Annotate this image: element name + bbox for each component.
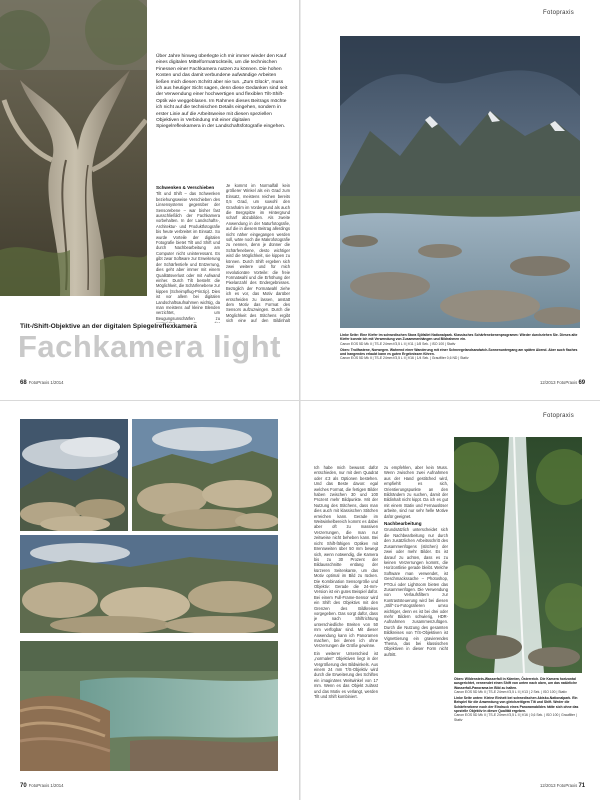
photo-caption: [454, 677, 582, 722]
tree-photo: [0, 0, 147, 296]
page-number: 68: [20, 380, 27, 386]
caption-heading: Oben: Troilfastene, Norwegen. Wahrend einer Wanderung mit einer Schneegelandsandwich-Sonnenuntergang am späten Abend. Aber auch flaches und hangendes erlaubt kann es guten Ergebnissen führen.: [340, 347, 578, 357]
page-number: 70: [20, 783, 27, 789]
caption-exif: Canon EOS 5D Mk II | TS-E 24mm f/3,5 L II | f/16 | 0,6 Sek. | ISO 100 | Graufilter | Stativ: [454, 713, 577, 722]
section-heading: Nachbearbeitung: [384, 521, 422, 527]
column-text: Ich habe mich bewusst dafür entschieden, nur mit dem Quadrat oder 4:3 als Optionen bestehen. Und das Beste davon: egal welches Format, die fertigen Bilder haben zwischen 30 und 100 Prozent mehr Bildpunkte. Mit der Nutzung des Stitchens, dass man dies auch mit klassischen Stitchen erreichen kann. Gerade im Weitwinkelbereich kommt es dabei aber oft zu massiven Verzerrungen, die man nur zeitweise nicht beheben kann. Bei nicht Shift-fähigen Optiken mit Brennweiten über 50 mm bewegt sich, wenn notwendig, die Kamera bis zu 30 Prozent der Bildausschnitte entlang der kürzeren Seitenkante, um das Motiv optimal im Bild zu rücken. Die Kombination Sensorgröße und Objektiv: Gerade die 24-mm-Version ist ein gutes Beispiel dafür. Bei einem Full-Frame-Sensor wird ein Shift des Objektivs mit den Grenzen des Bildkreises vorgegeben. Das sorgt dafür, dass je nach Shiftrichtung unterschiedliche Breiten von 50 mm verfügbar sind. Mit dieser Anwendung kann ich Panoramen machen, bei denen ich ohne Verzerrungen die Größe gewinne.: [314, 465, 378, 649]
rocky-cloud-photo: [20, 419, 128, 531]
folio-label: 12/2013 FotoPraxis: [540, 783, 578, 788]
mountain-illustration: [340, 36, 580, 328]
column-text: zu empfehlen, aber kein Muss. Wenn zwischen zwei Aufnahmen aus der Hand gestitched wird, empfiehlt es sich, Orientierungspunkte an den Bildrändern zu suchen, damit der Bildinhalt nicht kippt. Da ich es gut mit einem Stativ und Fernauslöser arbeite, sind nur sehr helle Motive dafür geeignet.: [384, 465, 448, 519]
caption-exif: Canon EOS 5D Mk II | TS-E 24mm f/3,5 L II | f/11 | 1/8 Sek. | ISO 100 | Stativ: [340, 341, 456, 346]
folio-right: [540, 380, 587, 386]
column-text: Je kommt im Normalfall kein größerer Winkel als ein Grad zum Einsatz, meistens reichen bereits 0,5 Grad, um sowohl den Grashalm im Vordergrund als auch die Bergspitze im Hintergrund scharf abzubilden. Als zweite Anwendung in der Naturfotografie, auf die in diesem Beitrag allerdings nicht näher eingegangen werden soll, wäre noch die Makrofotografie zu nennen, denn je dünner die Schärfenebene, desto wichtiger wird die Möglichkeit, sie kippen zu können. Durch Shift ergeben sich zwei weitere und für mich revolutionäre Vorteile: die freie Formatwahl und die Erhöhung der Pixelanzahl des Endergebnisses. Bezüglich der Formatwahl ziehe ich es vor, das Motiv darüber entscheiden zu lassen, anstatt dem Motiv das Format des Sensors aufzuzwingen. Durch die Möglichkeit des Stitchens ergibt sich eine auf den Bildinhalt: [226, 183, 290, 323]
folio-label: FotoPraxis 1/2014: [28, 783, 64, 788]
rubric: Fotopraxis: [543, 413, 575, 419]
page-number: 71: [578, 783, 586, 789]
folio-right: [540, 783, 587, 789]
caption-heading: Linke Seite unten: Kleine Einheit bei schwedischen Abisko-Nationalpark. Ein Beispiel für die Anwendung von gleichzeitigem Tilt und Shift. Weder die Schärfenebene noch der Eindruck eines Panoramabildes hätte sich ohne das spezielle Objektiv in dieser Qualität ergeben.: [454, 696, 579, 714]
column-text: Ein weiterer Unterschied ist „normalen“ Objektiven liegt in der Vergrößerung des Bildwinkels. Aus einem 24 mm T/S-Objektiv wird durch die Erweiterung des Schiftes ein imaginäres Weitwinkel von 17 mm. Wenn es das Objekt zulässt und das Motiv es verlangt, werden Tilt und Shift kombiniert.: [314, 650, 378, 700]
caption-exif: Canon EOS 5D Mk II | TS-E 24mm f/3,5 L II | f/13 | 2 Sek. | ISO 100 | Stativ: [454, 689, 567, 694]
caption-exif: Canon EOS 5D Mk II | TS-E 24mm f/3,5 L II | f/16 | 1/4 Sek. | Graufilter 0,6 ND | Stativ: [340, 356, 469, 361]
caption-heading: Oben: Wildenstein-Wasserfall in Kärnten, Österreich. Die Kamera horizontal ausgerichtet, verwendet einen Shift von unten nach oben, um das natürliche Wasserfall-Panorama im Bild zu halten.: [454, 677, 578, 690]
rocky-illustration: [20, 419, 128, 531]
river-rock-photo: [20, 641, 278, 771]
boulder-field-photo: [132, 419, 278, 531]
photo-caption: [340, 333, 580, 361]
article-column-2: [226, 183, 290, 323]
page-gutter: [299, 401, 301, 800]
page-gutter: [299, 0, 301, 400]
article-headline: Fachkamera light: [18, 329, 281, 364]
folio-label: 12/2013 FotoPraxis: [540, 380, 578, 385]
mountain-river-photo: [340, 36, 580, 328]
column-text: Tilt und Shift – das Schwenken beziehungsweise Verschieben des Linsensystems gegenüber der Sensorebene – war bisher fast ausschließlich der Fachkamera vorbehalten. In der Landschafts-, Architektur- und Produktfotografie bis heute verbreitet im Einsatz. So wurde Vorteile der digitalen Fotografie bietet Tilt und Shift und durch Nachbearbeitung am Computer nicht uninteressant. Es gibt zwar Software zur Erweiterung der Schärfentiefe und Entzerrung, dies geht aber immer mit einem Qualitätsverlust oder mit Aufwand einher. Durch Tilt besteht die Möglichkeit, die Schärfenebene zur kippen (Scheimpflug-Prinzip). Dies ist vor allem bei digitalen Landschaftsaufnahmen wichtig, da man meistens auf kleine Blenden verzichtet, um Beugungsunschärfen zu: [156, 191, 220, 321]
article-column-1: [156, 183, 220, 323]
column-text: Grundsätzlich unterscheidet sich die Nachbearbeitung nur durch den zusätzlichen Arbeitsschritt des Zusammenfügens (stitchen) der zwei oder mehr Bilder. Es ist darauf zu achten, dass es zu keinen Verzerrungen kommt, die Horizontlinie gerade bleibt. Welche Software man verwendet, ist Geschmackssache – Photoshop, PTGui oder Lightroom bieten das Zusammenfügen. Die Verwendung von Verlaufsfiltern zur Kontraststeuerung wird bei diesen „Still“-zu-Fotografieren umso wichtiger, denn es ist bei drei oder mehr Bildern schwierig, HDR-Aufnahmen zusammenzufügen. Durch die Nutzung des gesamten Bildkreises von T/S-Objektiven ist Vignettierung ein gravierendes Thema, das bei klassischen Objektiven in dieser Form nicht auftritt.: [384, 527, 448, 657]
section-heading: Schwenken & Verschieben: [156, 185, 215, 190]
river-illustration: [20, 641, 278, 771]
page-number: 69: [578, 380, 586, 386]
waterfall-illustration: [454, 437, 582, 673]
article-column-2: [384, 465, 448, 775]
intro-text: Über Jahre hinweg überlegte ich mir immer wieder den Kauf eines digitalen Mittelformatrückteils, um die technischen Finessen einer Fachkamera nutzen zu können. Die hohen Kosten und das damit verbundene aufwändige Arbeiten ließen mich diesen Schritt aber nie tun. „Zum Glück“, muss ich aus heutiger Sicht sagen, denn diese Gedanken sind seit der Verwendung einer hochwertigen und flexiblen Tilt-Shift-Optik wie weggeblasen. Im Rahmen dieses Beitrags möchte ich nicht auf die technischen Details eingehen, sondern in erster Linie auf die Arbeitsweise mit diesen speziellen Objektiven in Verbindung mit einer digitalen Spiegelreflexkamera in der Landschaftsfotografie eingehen.: [156, 54, 288, 130]
tree-illustration: [0, 0, 147, 296]
article-subtitle: Tilt-/Shift-Objektive an der digitalen Spiegelreflexkamera: [20, 323, 197, 330]
waterfall-photo: [454, 437, 582, 673]
spread-bottom: [0, 401, 600, 800]
article-column-1: [314, 465, 378, 775]
rubric: Fotopraxis: [543, 10, 575, 16]
folio-label: FotoPraxis 1/2014: [28, 380, 64, 385]
folio-left: [20, 380, 64, 386]
folio-left: [20, 783, 64, 789]
rock-panorama-photo: [20, 535, 278, 633]
panorama-illustration: [20, 535, 278, 633]
caption-heading: Linke Seite: Eine Kiefer im schwedischen Stora Sjöfallet Nationalpark. Klassisches Schärfenebenenprogramm: Wieder durchziehen Sie. Dieses alte Kiefer konnte ich mit Verwendung von Zusammenhängen und Bildrahmen ein.: [340, 333, 578, 342]
boulder-illustration: [132, 419, 278, 531]
